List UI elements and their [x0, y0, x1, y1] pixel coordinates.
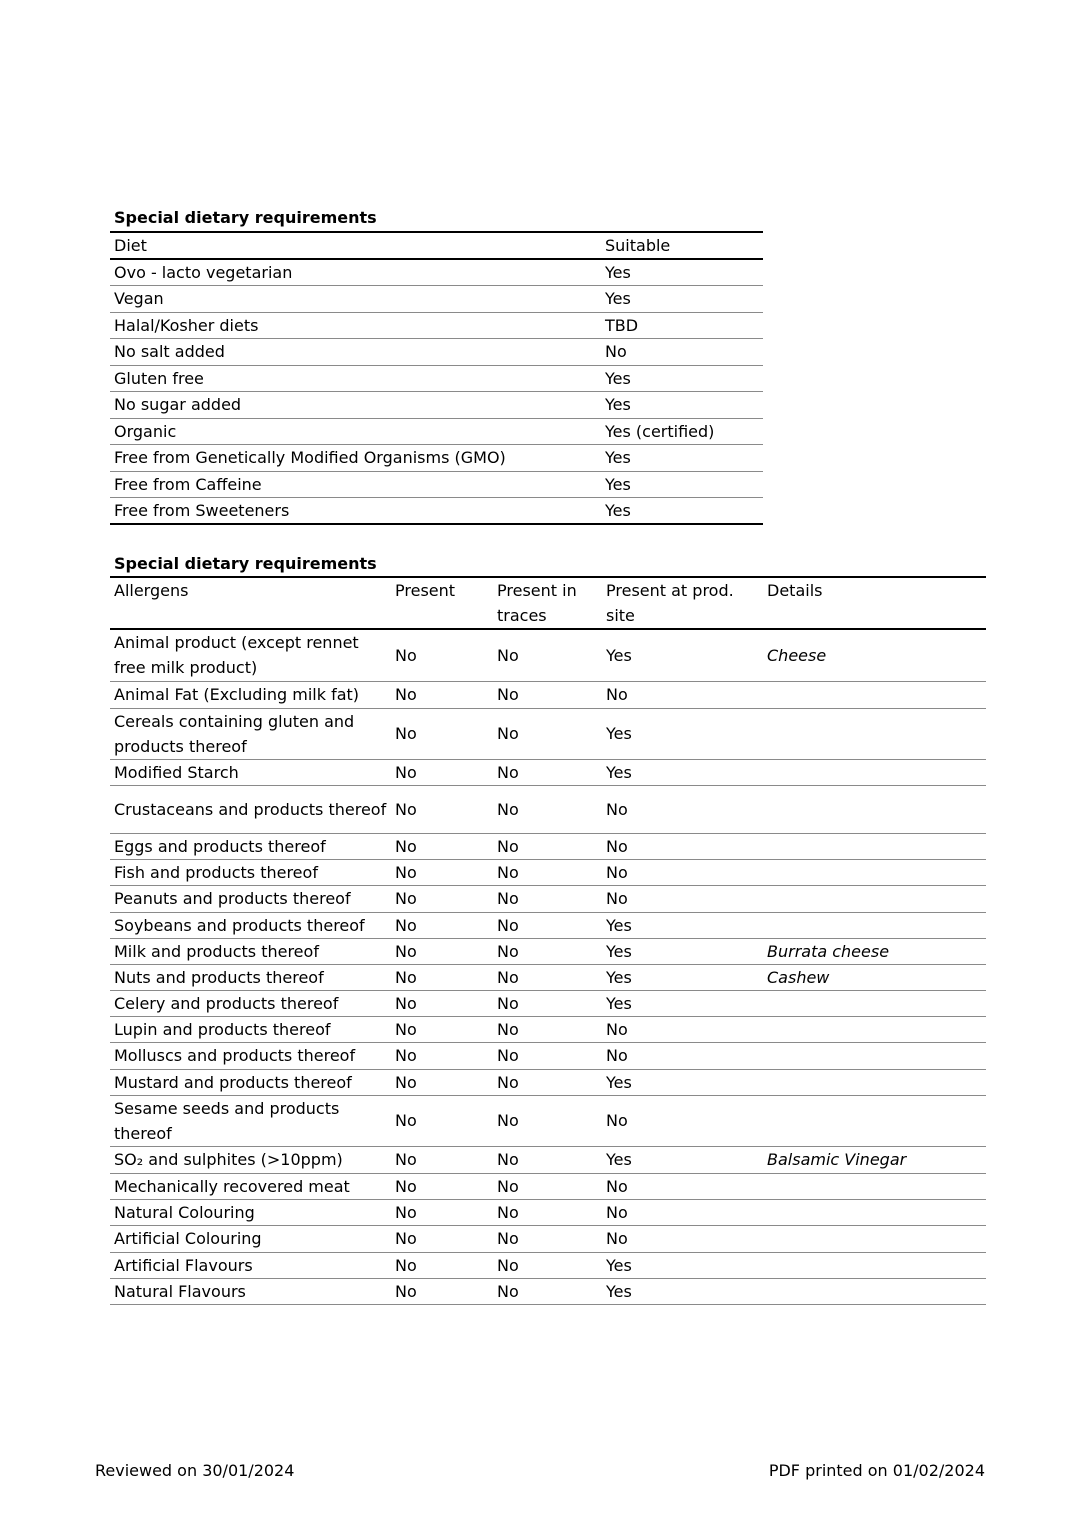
allergen-details — [763, 785, 986, 833]
allergen-traces: No — [497, 941, 519, 961]
allergen-present: No — [395, 1072, 417, 1092]
suitable-column-header: Suitable — [605, 236, 671, 255]
allergen-details — [763, 759, 986, 785]
allergen-name: Soybeans and products thereof — [114, 915, 365, 935]
diet-name: Ovo - lacto vegetarian — [114, 263, 293, 282]
table-row — [110, 1252, 986, 1278]
allergen-present: No — [395, 1176, 417, 1196]
allergen-details: Cheese — [767, 645, 827, 665]
allergen-site: Yes — [606, 1072, 632, 1092]
table-row — [110, 1199, 986, 1225]
allergen-details — [763, 708, 986, 759]
table-row — [110, 392, 763, 419]
allergen-traces: No — [497, 685, 519, 704]
table-row — [110, 1016, 986, 1042]
allergen-details: Cashew — [767, 967, 830, 987]
diet-name: Organic — [114, 421, 177, 441]
allergen-site: No — [606, 1202, 628, 1222]
allergen-site: Yes — [606, 645, 632, 665]
diet-name: Free from Caffeine — [114, 474, 262, 494]
table-row — [110, 681, 986, 708]
allergen-details — [763, 990, 986, 1016]
diet-name: Free from Sweeteners — [114, 501, 290, 520]
table-row — [110, 990, 986, 1016]
table-row — [110, 418, 763, 445]
table-row — [110, 259, 763, 286]
allergen-site: Yes — [606, 993, 632, 1013]
allergen-site: No — [606, 799, 628, 819]
allergen-name: Sesame seeds and products thereof — [114, 1098, 340, 1143]
table-row — [110, 498, 763, 525]
allergen-name: Celery and products thereof — [114, 993, 339, 1013]
diet-suitable: Yes — [605, 263, 631, 282]
allergen-details — [763, 1095, 986, 1146]
allergen-details — [763, 1173, 986, 1199]
allergen-traces: No — [497, 1281, 519, 1301]
allergen-traces: No — [497, 967, 519, 987]
table-row — [110, 785, 986, 833]
allergen-present: No — [395, 1150, 417, 1169]
allergen-name: Milk and products thereof — [114, 941, 319, 961]
allergen-details: Balsamic Vinegar — [767, 1150, 907, 1169]
allergen-site: No — [606, 836, 628, 856]
allergen-traces: No — [497, 889, 519, 908]
allergen-details — [763, 681, 986, 708]
allergen-name: Mechanically recovered meat — [114, 1176, 350, 1196]
allergen-present: No — [395, 1255, 417, 1275]
allergen-name: Animal Fat (Excluding milk fat) — [114, 685, 360, 704]
allergen-details — [763, 1016, 986, 1042]
allergen-present: No — [395, 1202, 417, 1222]
table-row — [110, 1278, 986, 1304]
allergen-details — [763, 1225, 986, 1252]
allergen-name: SO₂ and sulphites (>10ppm) — [114, 1150, 343, 1169]
allergen-traces: No — [497, 1150, 519, 1169]
allergen-traces: No — [497, 915, 519, 935]
allergen-name: Mustard and products thereof — [114, 1072, 352, 1092]
allergen-table — [110, 576, 986, 1305]
table-row — [110, 885, 986, 912]
allergen-traces: No — [497, 1046, 519, 1065]
diet-suitable: TBD — [605, 315, 639, 335]
allergen-details — [763, 1042, 986, 1069]
allergen-site: No — [606, 1046, 628, 1065]
allergen-traces: No — [497, 762, 519, 782]
allergen-site: No — [606, 889, 628, 908]
allergen-section-title: Special dietary requirements — [114, 554, 377, 573]
allergen-site: No — [606, 1111, 628, 1130]
allergen-site: Yes — [606, 1255, 632, 1275]
allergen-site: Yes — [606, 724, 632, 743]
allergen-present: No — [395, 1281, 417, 1301]
table-row — [110, 471, 763, 498]
diet-name: No salt added — [114, 342, 225, 362]
allergen-site: No — [606, 862, 628, 882]
allergen-name: Molluscs and products thereof — [114, 1046, 356, 1065]
table-row — [110, 1173, 986, 1199]
allergen-present: No — [395, 941, 417, 961]
diet-suitable: Yes — [605, 474, 631, 494]
allergen-site: No — [606, 1229, 628, 1248]
table-row — [110, 1069, 986, 1095]
diet-section-title: Special dietary requirements — [114, 208, 377, 227]
allergen-site: Yes — [606, 1281, 632, 1301]
table-row — [110, 629, 986, 681]
allergen-site: Yes — [606, 762, 632, 782]
allergen-traces: No — [497, 993, 519, 1013]
table-row — [110, 445, 763, 472]
diet-name: Gluten free — [114, 368, 204, 388]
diet-suitable: Yes — [605, 395, 631, 415]
table-row — [110, 365, 763, 392]
table-row — [110, 312, 763, 339]
allergen-site: Yes — [606, 1150, 632, 1169]
table-row — [110, 1042, 986, 1069]
table-row — [110, 833, 986, 859]
allergen-present: No — [395, 836, 417, 856]
allergen-details — [763, 885, 986, 912]
table-row — [110, 286, 763, 313]
allergen-present: No — [395, 915, 417, 935]
allergen-traces: No — [497, 1202, 519, 1222]
allergen-site: Yes — [606, 941, 632, 961]
allergen-name: Artificial Colouring — [114, 1229, 262, 1248]
diet-suitable: No — [605, 342, 627, 362]
allergen-details — [763, 1278, 986, 1304]
allergen-details: Burrata cheese — [767, 941, 890, 961]
diet-suitable: Yes — [605, 501, 631, 520]
details-column-header: Details — [767, 581, 823, 600]
allergen-present: No — [395, 1019, 417, 1039]
allergen-name: Modified Starch — [114, 762, 239, 782]
site-column-header: Present at prod. site — [606, 581, 734, 625]
allergen-name: Eggs and products thereof — [114, 836, 326, 856]
reviewed-date: Reviewed on 30/01/2024 — [95, 1461, 295, 1480]
allergen-site: No — [606, 685, 628, 704]
diet-table — [110, 231, 763, 525]
allergens-column-header: Allergens — [114, 581, 189, 600]
allergen-traces: No — [497, 1019, 519, 1039]
table-row — [110, 859, 986, 885]
diet-suitable: Yes — [605, 368, 631, 388]
allergen-present: No — [395, 762, 417, 782]
allergen-name: Animal product (except rennet free milk product) — [114, 633, 359, 678]
allergen-site: Yes — [606, 915, 632, 935]
allergen-traces: No — [497, 645, 519, 665]
table-row — [110, 938, 986, 964]
diet-column-header: Diet — [114, 236, 147, 255]
allergen-details — [763, 1252, 986, 1278]
allergen-name: Nuts and products thereof — [114, 967, 324, 987]
diet-name: No sugar added — [114, 395, 242, 415]
allergen-traces: No — [497, 1255, 519, 1275]
diet-suitable: Yes (certified) — [605, 421, 715, 441]
allergen-present: No — [395, 1046, 417, 1065]
table-row — [110, 759, 986, 785]
table-row — [110, 339, 763, 366]
allergen-name: Natural Flavours — [114, 1281, 246, 1301]
allergen-present: No — [395, 1229, 417, 1248]
table-row — [110, 912, 986, 938]
allergen-present: No — [395, 862, 417, 882]
diet-table-header — [110, 232, 763, 259]
allergen-details — [763, 833, 986, 859]
allergen-present: No — [395, 967, 417, 987]
allergen-present: No — [395, 1111, 417, 1130]
allergen-name: Natural Colouring — [114, 1202, 255, 1222]
table-row — [110, 1095, 986, 1146]
table-row — [110, 1146, 986, 1173]
allergen-site: No — [606, 1176, 628, 1196]
allergen-traces: No — [497, 1176, 519, 1196]
allergen-details — [763, 1199, 986, 1225]
allergen-present: No — [395, 645, 417, 665]
diet-suitable: Yes — [605, 289, 631, 309]
allergen-traces: No — [497, 799, 519, 819]
allergen-present: No — [395, 724, 417, 743]
allergen-traces: No — [497, 836, 519, 856]
allergen-details — [763, 912, 986, 938]
diet-name: Vegan — [114, 289, 164, 309]
present-column-header: Present — [395, 581, 456, 600]
allergen-name: Lupin and products thereof — [114, 1019, 331, 1039]
allergen-traces: No — [497, 1111, 519, 1130]
allergen-site: Yes — [606, 967, 632, 987]
diet-name: Halal/Kosher diets — [114, 315, 259, 335]
allergen-traces: No — [497, 1229, 519, 1248]
allergen-name: Cereals containing gluten and products thereof — [114, 711, 355, 756]
allergen-table-header — [110, 577, 986, 629]
allergen-traces: No — [497, 862, 519, 882]
allergen-present: No — [395, 889, 417, 908]
traces-column-header: Present in traces — [497, 581, 577, 625]
allergen-details — [763, 859, 986, 885]
allergen-traces: No — [497, 1072, 519, 1092]
printed-date: PDF printed on 01/02/2024 — [768, 1461, 985, 1480]
allergen-site: No — [606, 1019, 628, 1039]
allergen-name: Crustaceans and products thereof — [114, 799, 387, 819]
diet-suitable: Yes — [605, 448, 631, 468]
allergen-traces: No — [497, 724, 519, 743]
table-row — [110, 964, 986, 990]
allergen-name: Peanuts and products thereof — [114, 889, 351, 908]
allergen-name: Artificial Flavours — [114, 1255, 253, 1275]
allergen-details — [763, 1069, 986, 1095]
allergen-name: Fish and products thereof — [114, 862, 318, 882]
allergen-present: No — [395, 685, 417, 704]
table-row — [110, 1225, 986, 1252]
allergen-present: No — [395, 799, 417, 819]
table-row — [110, 708, 986, 759]
diet-name: Free from Genetically Modified Organisms (GMO) — [114, 448, 506, 468]
allergen-present: No — [395, 993, 417, 1013]
